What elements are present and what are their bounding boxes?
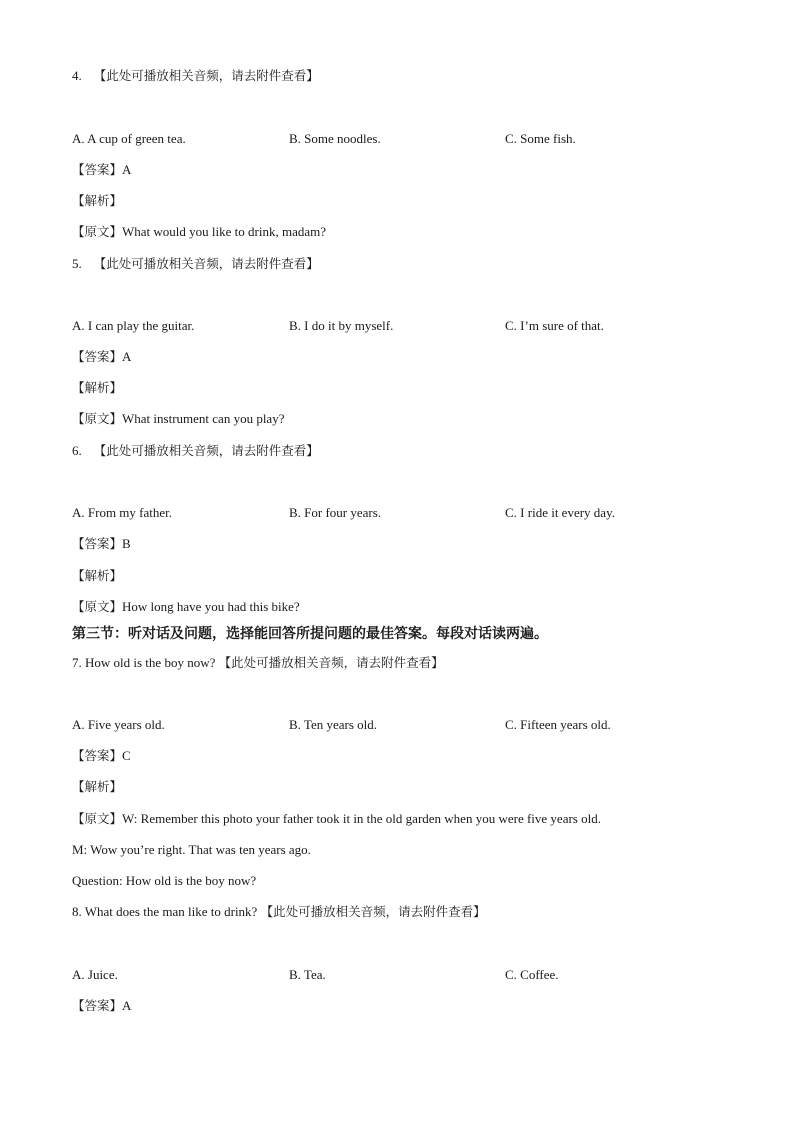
q8-option-b: B. Tea.	[289, 967, 326, 982]
q5-original	[72, 410, 284, 428]
q4-option-c: C. Some fish.	[505, 131, 576, 146]
q5-answer-value: A	[122, 349, 132, 364]
answer-label: 【答案】	[72, 998, 123, 1013]
answer-label: 【答案】	[72, 162, 123, 177]
q5-option-b: B. I do it by myself.	[289, 318, 394, 333]
q4-audio-prompt[interactable]: 【此处可播放相关音频，请去附件查看】	[93, 68, 319, 83]
q7-original	[72, 810, 601, 828]
q7-answer	[72, 747, 131, 765]
q4-original-text: What would you like to drink, madam?	[122, 224, 326, 239]
q6-prompt-line	[72, 442, 319, 460]
q7-original-question: Question: How old is the boy now?	[72, 873, 257, 888]
q7-option-a: A. Five years old.	[72, 717, 165, 732]
answer-label: 【答案】	[72, 536, 123, 551]
q6-analysis: 【解析】	[72, 568, 123, 583]
q5-option-a: A. I can play the guitar.	[72, 318, 195, 333]
q6-original-text: How long have you had this bike?	[122, 599, 300, 614]
q4-answer-value: A	[122, 162, 132, 177]
q5-number: 5.	[72, 256, 82, 271]
q4-analysis: 【解析】	[72, 193, 123, 208]
q6-answer-value: B	[122, 536, 131, 551]
answer-label: 【答案】	[72, 748, 123, 763]
original-label: 【原文】	[72, 599, 123, 614]
answer-label: 【答案】	[72, 349, 123, 364]
q4-prompt-line	[72, 67, 319, 85]
q7-question: 7. How old is the boy now?	[72, 655, 216, 670]
q6-original	[72, 598, 300, 616]
q8-options	[72, 966, 722, 984]
q7-option-b: B. Ten years old.	[289, 717, 378, 732]
q8-answer-value: A	[122, 998, 132, 1013]
original-label: 【原文】	[72, 224, 123, 239]
q5-original-text: What instrument can you play?	[122, 411, 285, 426]
section-3-heading: 第三节：听对话及问题，选择能回答所提问题的最佳答案。每段对话读两遍。	[72, 626, 548, 642]
q4-answer	[72, 161, 131, 179]
q7-answer-value: C	[122, 748, 131, 763]
q6-audio-prompt[interactable]: 【此处可播放相关音频，请去附件查看】	[93, 443, 319, 458]
q7-audio-prompt[interactable]: 【此处可播放相关音频，请去附件查看】	[218, 655, 444, 670]
q6-number: 6.	[72, 443, 82, 458]
q5-answer	[72, 348, 131, 366]
q7-options	[72, 716, 722, 734]
q8-audio-prompt[interactable]: 【此处可播放相关音频，请去附件查看】	[260, 904, 486, 919]
q7-original-m: M: Wow you’re right. That was ten years ago.	[72, 842, 311, 857]
q4-number: 4.	[72, 68, 82, 83]
q6-option-a: A. From my father.	[72, 505, 173, 520]
q6-option-b: B. For four years.	[289, 505, 382, 520]
q8-question: 8. What does the man like to drink?	[72, 904, 258, 919]
q5-analysis: 【解析】	[72, 380, 123, 395]
q6-options	[72, 504, 722, 522]
q6-answer	[72, 535, 131, 553]
q7-option-c: C. Fifteen years old.	[505, 717, 611, 732]
q4-options	[72, 130, 722, 148]
q4-option-b: B. Some noodles.	[289, 131, 381, 146]
q5-option-c: C. I’m sure of that.	[505, 318, 604, 333]
q5-options	[72, 317, 722, 335]
q7-analysis: 【解析】	[72, 779, 123, 794]
q7-original-w: W: Remember this photo your father took it in the old garden when you were five years old.	[122, 811, 601, 826]
q8-option-a: A. Juice.	[72, 967, 118, 982]
q4-original	[72, 223, 326, 241]
q8-answer	[72, 997, 131, 1015]
q8-prompt-line	[72, 903, 486, 921]
q4-option-a: A. A cup of green tea.	[72, 131, 186, 146]
original-label: 【原文】	[72, 411, 123, 426]
q5-audio-prompt[interactable]: 【此处可播放相关音频，请去附件查看】	[93, 256, 319, 271]
q6-option-c: C. I ride it every day.	[505, 505, 615, 520]
q7-prompt-line	[72, 654, 444, 672]
original-label: 【原文】	[72, 811, 123, 826]
q8-option-c: C. Coffee.	[505, 967, 559, 982]
q5-prompt-line	[72, 255, 319, 273]
